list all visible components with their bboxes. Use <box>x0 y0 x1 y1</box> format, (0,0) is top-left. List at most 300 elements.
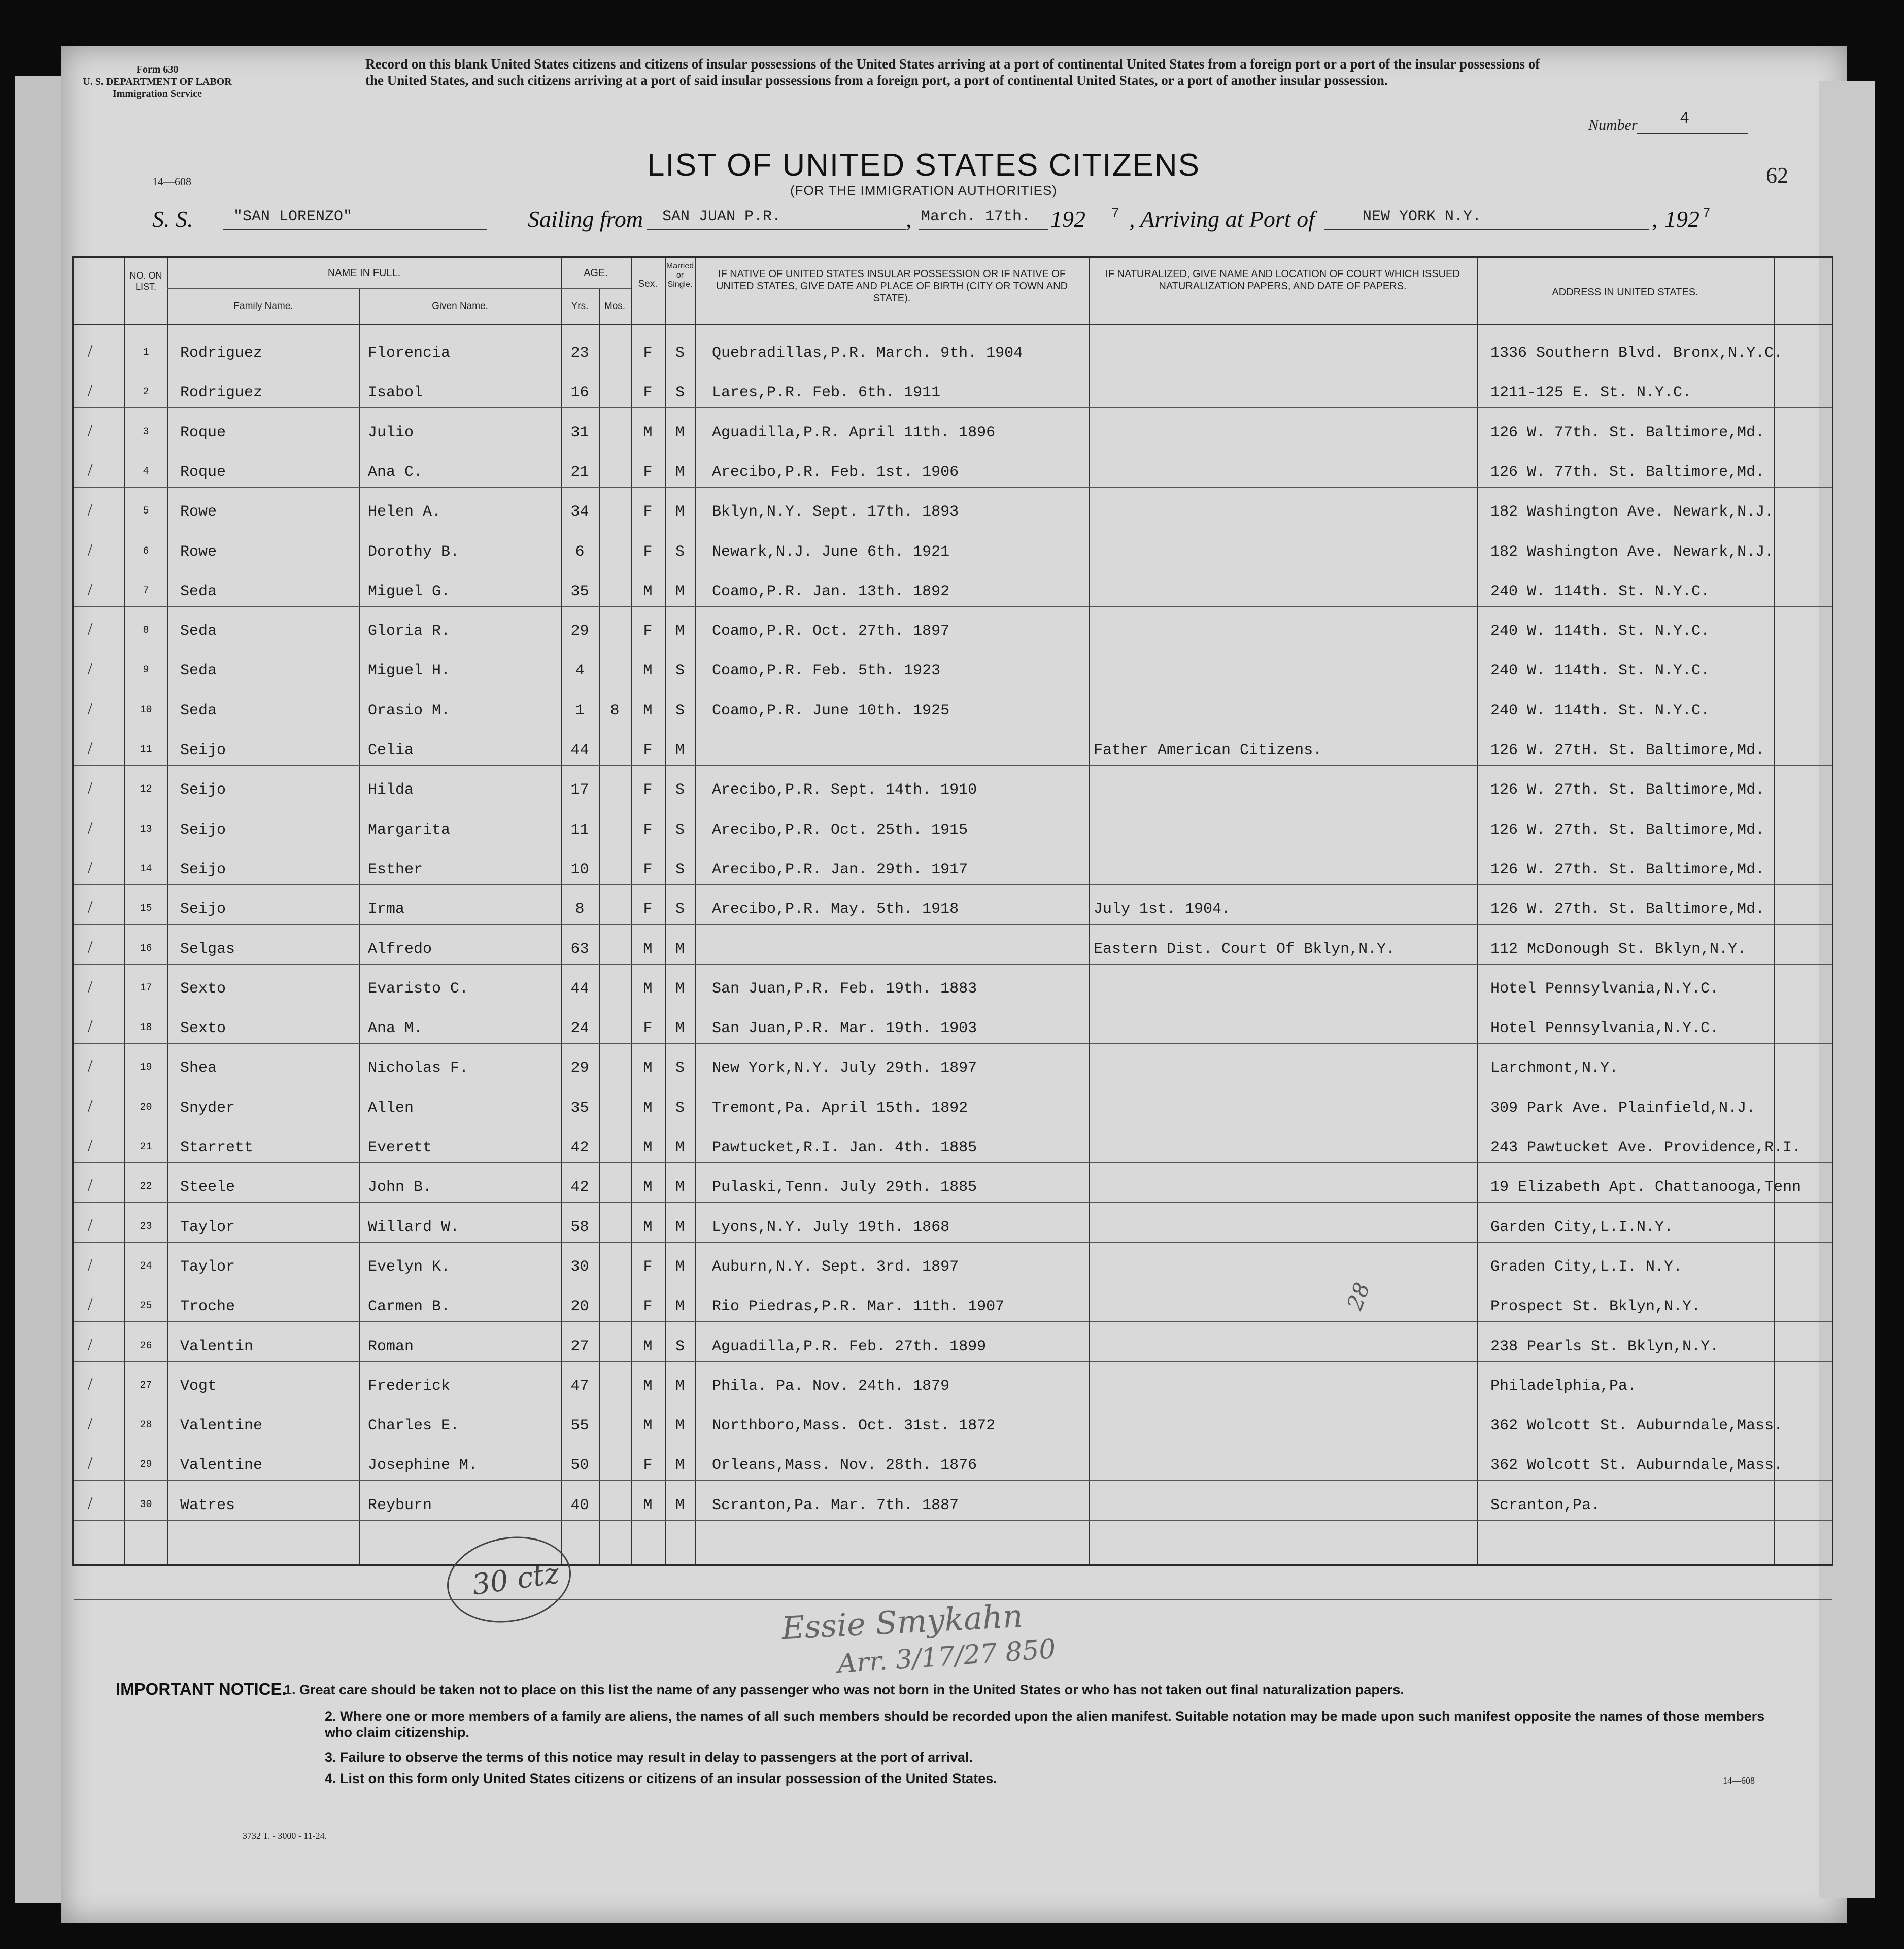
cell-addr: Larchmont,N.Y. <box>1490 1059 1619 1077</box>
cell-ms: M <box>675 1377 685 1395</box>
cell-sex: F <box>643 901 653 918</box>
cell-no: 25 <box>140 1300 152 1312</box>
cell-family: Seijo <box>180 901 226 918</box>
cell-given: Miguel H. <box>368 662 451 680</box>
cell-addr: Garden City,L.I.N.Y. <box>1490 1218 1674 1236</box>
cell-given: Roman <box>368 1338 414 1355</box>
cell-nat: Eastern Dist. Court Of Bklyn,N.Y. <box>1094 940 1396 958</box>
cell-given: Margarita <box>368 821 451 839</box>
cell-family: Snyder <box>180 1099 235 1117</box>
cell-ms: S <box>675 662 685 680</box>
year2-suffix: 7 <box>1703 206 1711 221</box>
table-row <box>74 1404 1832 1444</box>
cell-family: Starrett <box>180 1139 254 1156</box>
cell-yrs: 20 <box>570 1298 589 1316</box>
cell-ms: M <box>675 1496 685 1514</box>
cell-yrs: 30 <box>570 1258 589 1276</box>
to-line <box>1324 229 1649 230</box>
cell-given: Florencia <box>368 345 451 362</box>
date-line <box>919 229 1048 230</box>
cell-ms: M <box>675 424 685 441</box>
col-given: Given Name. <box>432 301 488 312</box>
year1-suffix: 7 <box>1111 206 1119 221</box>
cell-ms: M <box>675 1218 685 1236</box>
cell-no: 11 <box>140 744 152 756</box>
cell-ms: S <box>675 781 685 799</box>
check-mark: / <box>88 977 93 996</box>
cell-addr: 1336 Southern Blvd. Bronx,N.Y.C. <box>1490 345 1783 362</box>
cell-addr: Hotel Pennsylvania,N.Y.C. <box>1490 1020 1719 1038</box>
cell-no: 24 <box>140 1260 152 1272</box>
cell-nat: July 1st. 1904. <box>1094 901 1231 918</box>
cell-given: Willard W. <box>368 1218 460 1236</box>
cell-birth: New York,N.Y. July 29th. 1897 <box>712 1059 977 1077</box>
cell-addr: Hotel Pennsylvania,N.Y.C. <box>1490 980 1719 998</box>
cell-family: Roque <box>180 424 226 441</box>
cell-birth: Arecibo,P.R. Oct. 25th. 1915 <box>712 821 968 839</box>
cell-sex: M <box>643 1417 653 1435</box>
cell-given: Dorothy B. <box>368 543 460 561</box>
cell-ms: S <box>675 384 685 402</box>
col-married: Married or Single. <box>666 262 694 289</box>
cell-sex: F <box>643 345 653 362</box>
table-row <box>74 689 1832 729</box>
cell-ms: M <box>675 583 685 600</box>
cell-no: 20 <box>140 1101 152 1113</box>
cell-no: 10 <box>140 704 152 716</box>
number-value: 4 <box>1680 109 1690 128</box>
cell-addr: 243 Pawtucket Ave. Providence,R.I. <box>1490 1139 1801 1156</box>
notice-label: IMPORTANT NOTICE. <box>116 1680 287 1698</box>
cell-addr: 126 W. 77th. St. Baltimore,Md. <box>1490 463 1765 481</box>
empty-row <box>74 1523 1832 1563</box>
cell-no: 7 <box>143 585 149 597</box>
cell-yrs: 63 <box>570 940 589 958</box>
table-row <box>74 928 1832 967</box>
cell-family: Watres <box>180 1496 235 1514</box>
table-row <box>74 451 1832 490</box>
cell-sex: F <box>643 742 653 759</box>
cell-given: Evelyn K. <box>368 1258 451 1276</box>
check-mark: / <box>88 1335 93 1354</box>
cell-birth: Tremont,Pa. April 15th. 1892 <box>712 1099 968 1117</box>
to-port: NEW YORK N.Y. <box>1363 208 1482 225</box>
cell-addr: 240 W. 114th. St. N.Y.C. <box>1490 662 1710 680</box>
cell-sex: M <box>643 1179 653 1196</box>
number-label: Number <box>1588 117 1638 133</box>
check-mark: / <box>88 579 93 599</box>
table-row <box>74 609 1832 649</box>
cell-sex: F <box>643 503 653 521</box>
table-row <box>74 887 1832 927</box>
cell-given: Carmen B. <box>368 1298 451 1316</box>
cell-ms: S <box>675 345 685 362</box>
cell-given: Irma <box>368 901 405 918</box>
cell-sex: F <box>643 623 653 640</box>
table-row <box>74 768 1832 808</box>
cell-sex: M <box>643 1139 653 1156</box>
col-no: NO. ON LIST. <box>129 270 162 292</box>
cell-birth: Coamo,P.R. Oct. 27th. 1897 <box>712 623 950 640</box>
col-sex: Sex. <box>638 279 658 289</box>
table-row <box>74 808 1832 848</box>
cell-birth: Coamo,P.R. Jan. 13th. 1892 <box>712 583 950 600</box>
cell-no: 1 <box>143 347 149 358</box>
cell-family: Taylor <box>180 1258 235 1276</box>
cell-birth: Arecibo,P.R. Sept. 14th. 1910 <box>712 781 977 799</box>
check-mark: / <box>88 1136 93 1155</box>
cell-family: Selgas <box>180 940 235 958</box>
col-yrs: Yrs. <box>571 301 589 312</box>
cell-yrs: 50 <box>570 1457 589 1475</box>
cell-yrs: 16 <box>570 384 589 402</box>
cell-ms: M <box>675 980 685 998</box>
cell-family: Roque <box>180 463 226 481</box>
check-mark: / <box>88 381 93 400</box>
cell-no: 16 <box>140 942 152 954</box>
cell-family: Rodriguez <box>180 384 263 402</box>
table-row <box>74 530 1832 570</box>
cell-given: Julio <box>368 424 414 441</box>
table-row <box>74 1126 1832 1166</box>
print-code: 3732 T. - 3000 - 11-24. <box>243 1831 327 1841</box>
cell-no: 19 <box>140 1062 152 1074</box>
cell-family: Vogt <box>180 1377 217 1395</box>
notice-item-4: 4. List on this form only United States citizens or citizens of an insular possession of the United States. <box>325 1771 997 1786</box>
cell-ms: S <box>675 821 685 839</box>
form-meta <box>76 63 239 100</box>
cell-yrs: 8 <box>575 901 585 918</box>
cell-yrs: 34 <box>570 503 589 521</box>
cell-ms: M <box>675 623 685 640</box>
cell-family: Seda <box>180 583 217 600</box>
check-mark: / <box>88 1414 93 1433</box>
cell-addr: 182 Washington Ave. Newark,N.J. <box>1490 503 1774 521</box>
cell-no: 6 <box>143 545 149 557</box>
cell-no: 3 <box>143 426 149 438</box>
ship-name: "SAN LORENZO" <box>233 208 353 225</box>
check-mark: / <box>88 1176 93 1195</box>
cell-sex: M <box>643 940 653 958</box>
table-row <box>74 1007 1832 1046</box>
cell-yrs: 58 <box>570 1218 589 1236</box>
check-mark: / <box>88 1493 93 1513</box>
ss-label: S. S. <box>152 206 193 232</box>
check-mark: / <box>88 778 93 798</box>
cell-family: Seijo <box>180 781 226 799</box>
check-mark: / <box>88 620 93 639</box>
cell-sex: F <box>643 1020 653 1038</box>
check-mark: / <box>88 699 93 718</box>
cell-birth: Pulaski,Tenn. July 29th. 1885 <box>712 1179 977 1196</box>
cell-birth: Rio Piedras,P.R. Mar. 11th. 1907 <box>712 1298 1005 1316</box>
cell-family: Valentine <box>180 1417 263 1435</box>
cell-yrs: 44 <box>570 742 589 759</box>
col-mos: Mos. <box>604 301 626 312</box>
check-mark: / <box>88 460 93 480</box>
margin-note: 28 <box>1342 1279 1375 1313</box>
cell-family: Rodriguez <box>180 345 263 362</box>
cell-sex: M <box>643 1496 653 1514</box>
cell-given: Isabol <box>368 384 423 402</box>
cell-family: Valentine <box>180 1457 263 1475</box>
cell-family: Rowe <box>180 543 217 561</box>
cell-no: 21 <box>140 1141 152 1153</box>
cell-birth: Arecibo,P.R. Jan. 29th. 1917 <box>712 861 968 878</box>
cell-no: 14 <box>140 863 152 875</box>
cell-addr: 240 W. 114th. St. N.Y.C. <box>1490 623 1710 640</box>
sailing-label: Sailing from <box>528 206 643 232</box>
cell-family: Steele <box>180 1179 235 1196</box>
cell-ms: S <box>675 702 685 720</box>
cell-yrs: 35 <box>570 1099 589 1117</box>
cell-no: 17 <box>140 982 152 994</box>
cell-sex: M <box>643 1338 653 1355</box>
page-subtitle: (FOR THE IMMIGRATION AUTHORITIES) <box>790 183 1058 198</box>
cell-ms: M <box>675 1179 685 1196</box>
cell-no: 29 <box>140 1459 152 1471</box>
check-mark: / <box>88 1096 93 1115</box>
cell-addr: 19 Elizabeth Apt. Chattanooga,Tenn <box>1490 1179 1801 1196</box>
cell-addr: 126 W. 77th. St. Baltimore,Md. <box>1490 424 1765 441</box>
cell-ms: M <box>675 1457 685 1475</box>
form-number: Form 630 <box>136 64 179 75</box>
cell-birth: Lares,P.R. Feb. 6th. 1911 <box>712 384 941 402</box>
table-row <box>74 1364 1832 1404</box>
cell-no: 13 <box>140 823 152 835</box>
signature-line-1: Essie Smykahn <box>780 1597 1024 1647</box>
cell-sex: M <box>643 1059 653 1077</box>
cell-family: Seda <box>180 702 217 720</box>
cell-family: Valentin <box>180 1338 254 1355</box>
check-mark: / <box>88 421 93 440</box>
header-notice: Record on this blank United States citizens and citizens of insular possessions of the United States arriving at a port of continental United States from a foreign port or a port of the insular possessions of the United States, and such citizens arriving at a port of said insular possessions from a foreign port, a port of continental United States, or a port of another insular possession. <box>365 56 1540 88</box>
cell-given: Esther <box>368 861 423 878</box>
check-mark: / <box>88 1295 93 1314</box>
cell-ms: S <box>675 861 685 878</box>
cell-ms: M <box>675 1298 685 1316</box>
cell-no: 28 <box>140 1419 152 1431</box>
cell-yrs: 44 <box>570 980 589 998</box>
check-mark: / <box>88 1255 93 1274</box>
check-mark: / <box>88 659 93 678</box>
check-mark: / <box>88 898 93 917</box>
cell-given: Frederick <box>368 1377 451 1395</box>
cell-ms: S <box>675 1099 685 1117</box>
cell-given: Helen A. <box>368 503 441 521</box>
cell-sex: F <box>643 463 653 481</box>
check-mark: / <box>88 341 93 360</box>
cell-addr: Prospect St. Bklyn,N.Y. <box>1490 1298 1701 1316</box>
cell-mos: 8 <box>610 702 620 720</box>
cell-birth: Coamo,P.R. Feb. 5th. 1923 <box>712 662 941 680</box>
cell-birth: Phila. Pa. Nov. 24th. 1879 <box>712 1377 950 1395</box>
cell-birth: Bklyn,N.Y. Sept. 17th. 1893 <box>712 503 959 521</box>
col-address: ADDRESS IN UNITED STATES. <box>1552 287 1698 298</box>
cell-yrs: 10 <box>570 861 589 878</box>
cell-sex: F <box>643 781 653 799</box>
cell-ms: M <box>675 940 685 958</box>
check-mark: / <box>88 1454 93 1473</box>
handwritten-30ctz: 30 ctz <box>470 1557 562 1602</box>
cell-sex: F <box>643 543 653 561</box>
table-row <box>74 1245 1832 1285</box>
check-mark: / <box>88 818 93 837</box>
cell-birth: Orleans,Mass. Nov. 28th. 1876 <box>712 1457 977 1475</box>
cell-given: Everett <box>368 1139 432 1156</box>
table-row <box>74 1325 1832 1364</box>
cell-yrs: 42 <box>570 1139 589 1156</box>
cell-sex: M <box>643 1377 653 1395</box>
cell-birth: Pawtucket,R.I. Jan. 4th. 1885 <box>712 1139 977 1156</box>
cell-family: Seda <box>180 662 217 680</box>
cell-yrs: 23 <box>570 345 589 362</box>
cell-birth: Newark,N.J. June 6th. 1921 <box>712 543 950 561</box>
table-row <box>74 967 1832 1007</box>
cell-no: 5 <box>143 505 149 518</box>
cell-family: Taylor <box>180 1218 235 1236</box>
year2: 192 <box>1664 206 1699 232</box>
cell-given: Josephine M. <box>368 1457 478 1475</box>
cell-addr: 309 Park Ave. Plainfield,N.J. <box>1490 1099 1756 1117</box>
department: U. S. DEPARTMENT OF LABOR <box>83 76 232 87</box>
cell-family: Rowe <box>180 503 217 521</box>
cell-sex: F <box>643 1457 653 1475</box>
footer-code: 14—608 <box>1723 1775 1755 1786</box>
cell-given: Gloria R. <box>368 623 451 640</box>
cell-addr: 240 W. 114th. St. N.Y.C. <box>1490 702 1710 720</box>
cell-sex: F <box>643 1298 653 1316</box>
cell-yrs: 40 <box>570 1496 589 1514</box>
table-row <box>74 1444 1832 1483</box>
cell-yrs: 4 <box>575 662 585 680</box>
table-row <box>74 331 1832 371</box>
cell-no: 9 <box>143 664 149 676</box>
cell-sex: M <box>643 583 653 600</box>
table-row <box>74 1086 1832 1126</box>
cell-no: 8 <box>143 625 149 637</box>
cell-sex: M <box>643 1218 653 1236</box>
table-row <box>74 570 1832 609</box>
cell-yrs: 21 <box>570 463 589 481</box>
cell-yrs: 6 <box>575 543 585 561</box>
form-code: 14—608 <box>152 175 191 188</box>
cell-sex: F <box>643 384 653 402</box>
cell-addr: 126 W. 27th. St. Baltimore,Md. <box>1490 861 1765 878</box>
cell-family: Seda <box>180 623 217 640</box>
cell-addr: 1211-125 E. St. N.Y.C. <box>1490 384 1692 402</box>
from-port: SAN JUAN P.R. <box>662 208 781 225</box>
page-number: 62 <box>1766 163 1788 188</box>
passenger-table <box>72 256 1833 1566</box>
table-row <box>74 411 1832 451</box>
cell-family: Sexto <box>180 980 226 998</box>
page-left-edge <box>15 76 66 1903</box>
table-row <box>74 1166 1832 1205</box>
cell-family: Seijo <box>180 742 226 759</box>
cell-family: Shea <box>180 1059 217 1077</box>
cell-no: 15 <box>140 903 152 915</box>
cell-given: Miguel G. <box>368 583 451 600</box>
col-age: AGE. <box>584 267 608 279</box>
cell-sex: M <box>643 702 653 720</box>
cell-birth: Aguadilla,P.R. April 11th. 1896 <box>712 424 996 441</box>
service: Immigration Service <box>112 88 202 99</box>
cell-birth: Aguadilla,P.R. Feb. 27th. 1899 <box>712 1338 987 1355</box>
page-title: LIST OF UNITED STATES CITIZENS <box>647 148 1200 183</box>
table-row <box>74 729 1832 768</box>
cell-birth: Quebradillas,P.R. March. 9th. 1904 <box>712 345 1023 362</box>
cell-yrs: 47 <box>570 1377 589 1395</box>
cell-no: 27 <box>140 1379 152 1391</box>
cell-addr: Graden City,L.I. N.Y. <box>1490 1258 1683 1276</box>
cell-yrs: 35 <box>570 583 589 600</box>
year1: 192 <box>1050 206 1085 232</box>
cell-no: 12 <box>140 783 152 796</box>
check-mark: / <box>88 1215 93 1235</box>
cell-no: 22 <box>140 1181 152 1193</box>
cell-sex: M <box>643 662 653 680</box>
cell-birth: Lyons,N.Y. July 19th. 1868 <box>712 1218 950 1236</box>
cell-birth: Scranton,Pa. Mar. 7th. 1887 <box>712 1496 959 1514</box>
cell-sex: M <box>643 980 653 998</box>
table-row <box>74 1046 1832 1086</box>
cell-yrs: 42 <box>570 1179 589 1196</box>
cell-yrs: 31 <box>570 424 589 441</box>
cell-addr: 362 Wolcott St. Auburndale,Mass. <box>1490 1417 1783 1435</box>
cell-addr: 240 W. 114th. St. N.Y.C. <box>1490 583 1710 600</box>
check-mark: / <box>88 739 93 758</box>
cell-yrs: 1 <box>575 702 585 720</box>
cell-sex: F <box>643 861 653 878</box>
cell-addr: 126 W. 27th. St. Baltimore,Md. <box>1490 901 1765 918</box>
cell-given: Ana C. <box>368 463 423 481</box>
cell-given: Alfredo <box>368 940 432 958</box>
cell-ms: M <box>675 463 685 481</box>
cell-ms: S <box>675 1338 685 1355</box>
cell-addr: Scranton,Pa. <box>1490 1496 1601 1514</box>
notice-item-3: 3. Failure to observe the terms of this notice may result in delay to passengers at the port of arrival. <box>325 1750 973 1765</box>
cell-addr: 362 Wolcott St. Auburndale,Mass. <box>1490 1457 1783 1475</box>
col-birth: IF NATIVE OF UNITED STATES INSULAR POSSESSION OR IF NATIVE OF UNITED STATES, GIVE DATE AND PLACE OF BIRTH (CITY OR TOWN AND STATE). <box>716 268 1068 304</box>
cell-birth: Auburn,N.Y. Sept. 3rd. 1897 <box>712 1258 959 1276</box>
cell-ms: S <box>675 901 685 918</box>
table-row <box>74 371 1832 411</box>
col-name-in-full: NAME IN FULL. <box>327 267 401 279</box>
cell-given: Celia <box>368 742 414 759</box>
table-row <box>74 1206 1832 1245</box>
check-mark: / <box>88 937 93 956</box>
check-mark: / <box>88 1056 93 1076</box>
from-line <box>647 229 906 230</box>
check-mark: / <box>88 1374 93 1393</box>
arriving-label: , Arriving at Port of <box>1129 206 1315 232</box>
cell-birth: Coamo,P.R. June 10th. 1925 <box>712 702 950 720</box>
cell-sex: M <box>643 424 653 441</box>
cell-sex: F <box>643 821 653 839</box>
cell-addr: 238 Pearls St. Bklyn,N.Y. <box>1490 1338 1719 1355</box>
check-mark: / <box>88 858 93 877</box>
cell-ms: S <box>675 1059 685 1077</box>
cell-family: Troche <box>180 1298 235 1316</box>
cell-yrs: 29 <box>570 623 589 640</box>
cell-addr: 182 Washington Ave. Newark,N.J. <box>1490 543 1774 561</box>
cell-addr: 126 W. 27th. St. Baltimore,Md. <box>1490 781 1765 799</box>
table-row <box>74 1484 1832 1523</box>
sail-date: March. 17th. <box>921 208 1031 225</box>
check-mark: / <box>88 500 93 520</box>
cell-family: Seijo <box>180 861 226 878</box>
